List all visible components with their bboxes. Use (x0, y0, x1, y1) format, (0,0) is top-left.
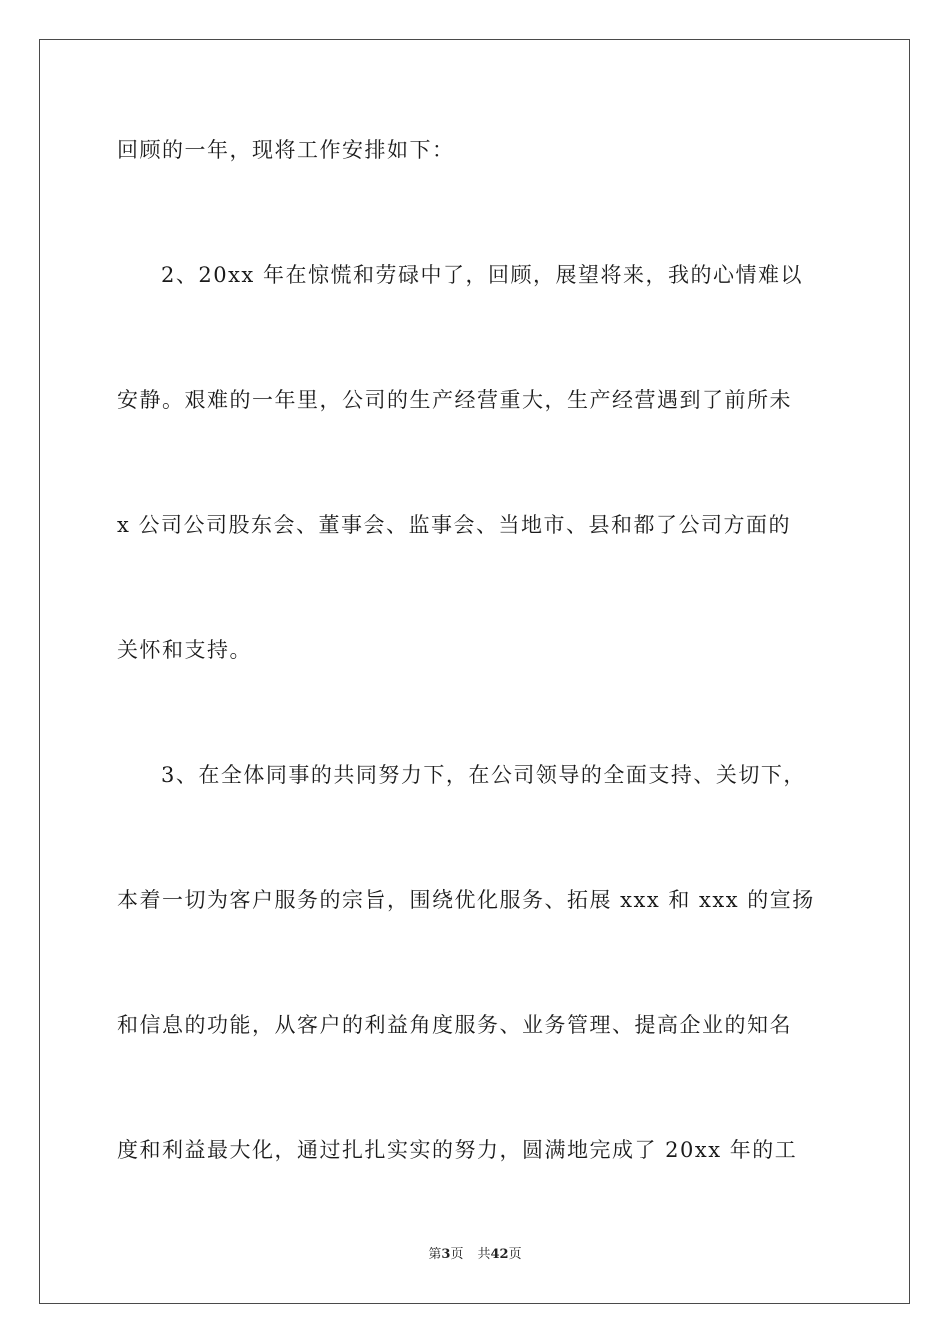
body-line-9: 度和利益最大化，通过扎扎实实的努力，圆满地完成了 20xx 年的工 (117, 1138, 798, 1162)
footer-total-suffix: 页 (508, 1247, 522, 1262)
page-border (39, 39, 910, 1304)
footer-page-suffix: 页 (450, 1247, 464, 1262)
body-line-8: 和信息的功能，从客户的利益角度服务、业务管理、提高企业的知名 (117, 1013, 792, 1037)
footer-total-pages: 42 (490, 1247, 509, 1262)
body-line-3: 安静。艰难的一年里，公司的生产经营重大，生产经营遇到了前所未 (117, 388, 792, 412)
footer-total-prefix: 共 (477, 1247, 491, 1262)
body-line-7: 本着一切为客户服务的宗旨，围绕优化服务、拓展 xxx 和 xxx 的宣扬 (117, 888, 815, 912)
footer-page-prefix: 第 (428, 1247, 442, 1262)
body-line-1: 回顾的一年，现将工作安排如下： (117, 138, 455, 162)
body-line-4: x 公司公司股东会、董事会、监事会、当地市、县和都了公司方面的 (117, 513, 792, 537)
body-line-2: 2、20xx 年在惊慌和劳碌中了，回顾，展望将来，我的心情难以 (161, 263, 803, 287)
body-line-6: 3、在全体同事的共同努力下，在公司领导的全面支持、关切下， (161, 763, 806, 787)
footer-page-number: 3 (441, 1247, 451, 1262)
page-footer (0, 1246, 950, 1264)
body-line-5: 关怀和支持。 (117, 638, 252, 662)
